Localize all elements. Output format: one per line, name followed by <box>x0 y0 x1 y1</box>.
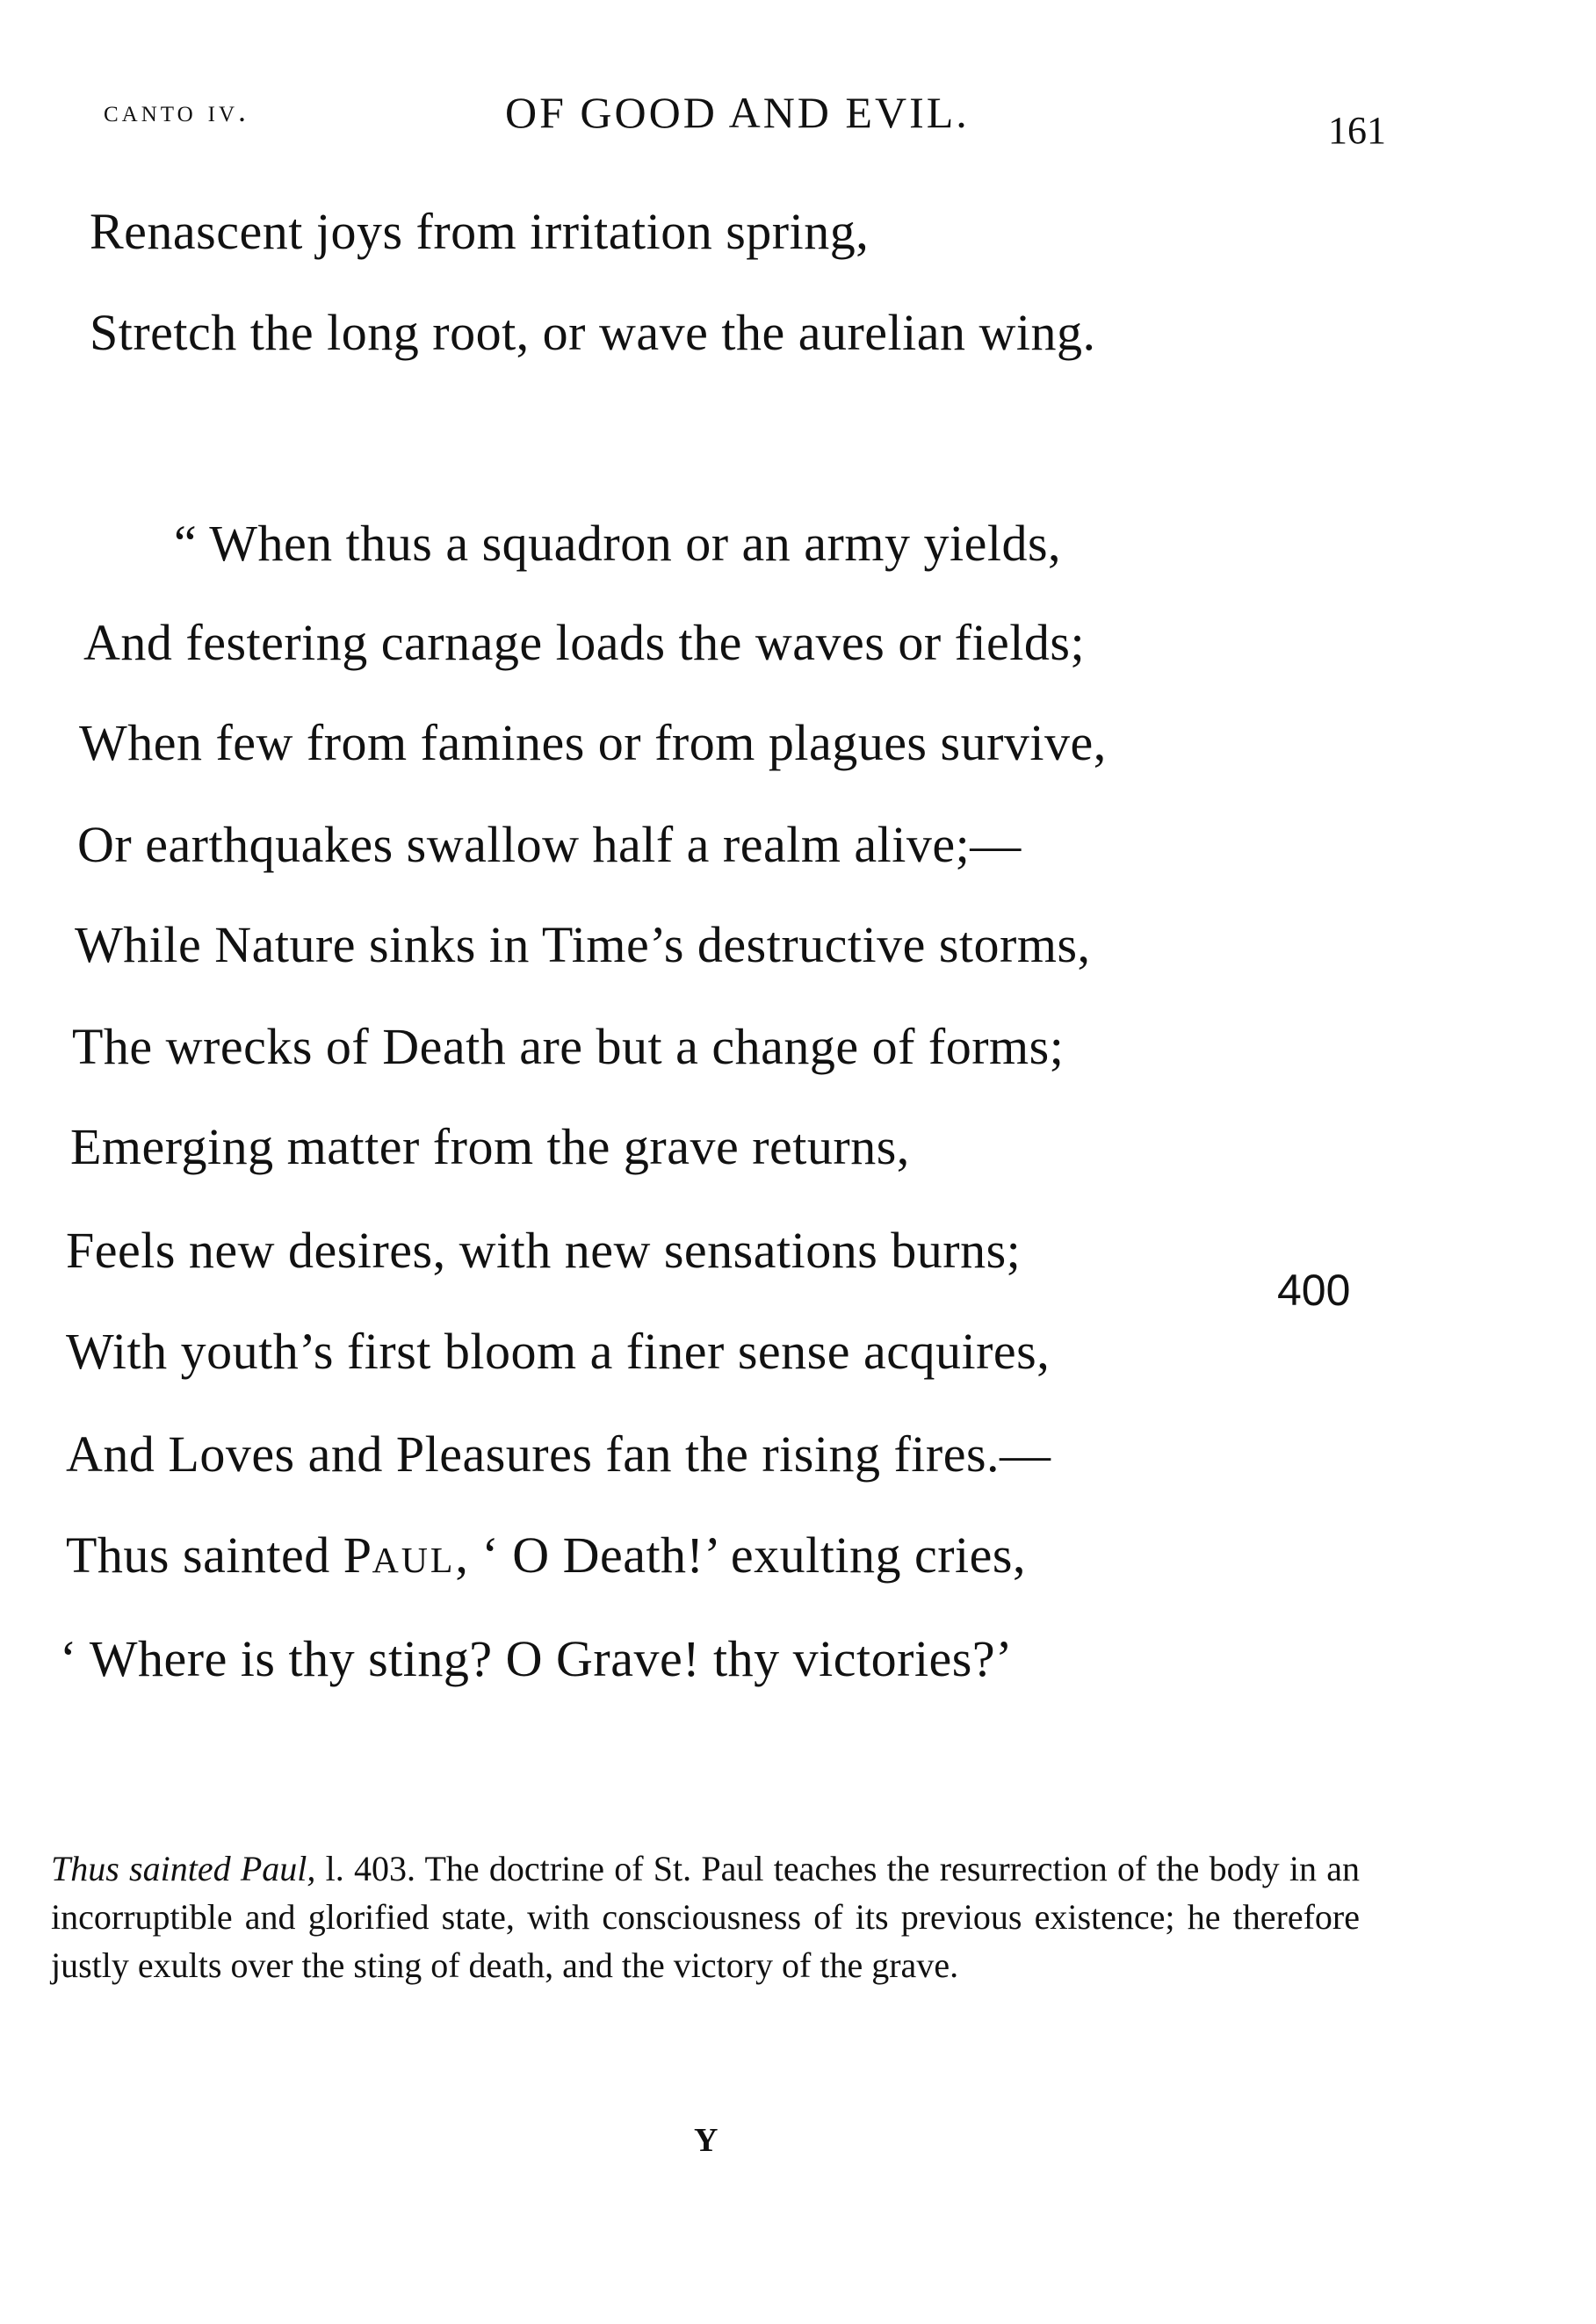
verse-line: When few from famines or from plagues survive, <box>79 714 1107 771</box>
verse-line-paul <box>66 1526 1026 1584</box>
verse-text: , ‘ O Death!’ exulting cries, <box>455 1526 1026 1584</box>
footnote <box>51 1844 1360 1989</box>
footnote-lead: Thus sainted Paul, <box>51 1849 316 1888</box>
verse-line: Stretch the long root, or wave the aurelian wing. <box>90 304 1096 361</box>
line-number: 400 <box>1277 1266 1351 1315</box>
name-initial: P <box>343 1526 372 1584</box>
running-title: OF GOOD AND EVIL. <box>505 88 970 137</box>
verse-line: The wrecks of Death are but a change of forms; <box>72 1018 1065 1075</box>
verse-line: While Nature sinks in Time’s destructive storms, <box>75 916 1091 973</box>
verse-line: Or earthquakes swallow half a realm alive;— <box>77 816 1022 873</box>
verse-line: With youth’s first bloom a finer sense acquires, <box>66 1323 1051 1380</box>
verse-line: ‘ Where is thy sting? O Grave! thy victories?’ <box>60 1630 1013 1687</box>
verse-line: And Loves and Pleasures fan the rising fires.— <box>66 1425 1051 1483</box>
name-smallcaps: AUL <box>372 1541 456 1581</box>
verse-line: Emerging matter from the grave returns, <box>70 1118 910 1175</box>
verse-line: Renascent joys from irritation spring, <box>90 203 870 260</box>
verse-line: And festering carnage loads the waves or fields; <box>83 614 1086 671</box>
verse-text: Thus sainted <box>66 1526 343 1584</box>
footnote-text: l. 403. The doctrine of St. Paul teaches the resurrection of the body in an incorruptible and glorified state, with consciousness of its previous existence; he therefore justly exults over the sting of death, and the victory of the grave. <box>51 1849 1361 1985</box>
canto-label: canto iv. <box>104 93 250 128</box>
signature-mark: Y <box>694 2122 719 2159</box>
page-number: 161 <box>1328 109 1386 152</box>
running-header <box>0 88 1596 162</box>
verse-line: Feels new desires, with new sensations burns; <box>66 1222 1022 1279</box>
verse-line: “ When thus a squadron or an army yields, <box>174 515 1062 572</box>
